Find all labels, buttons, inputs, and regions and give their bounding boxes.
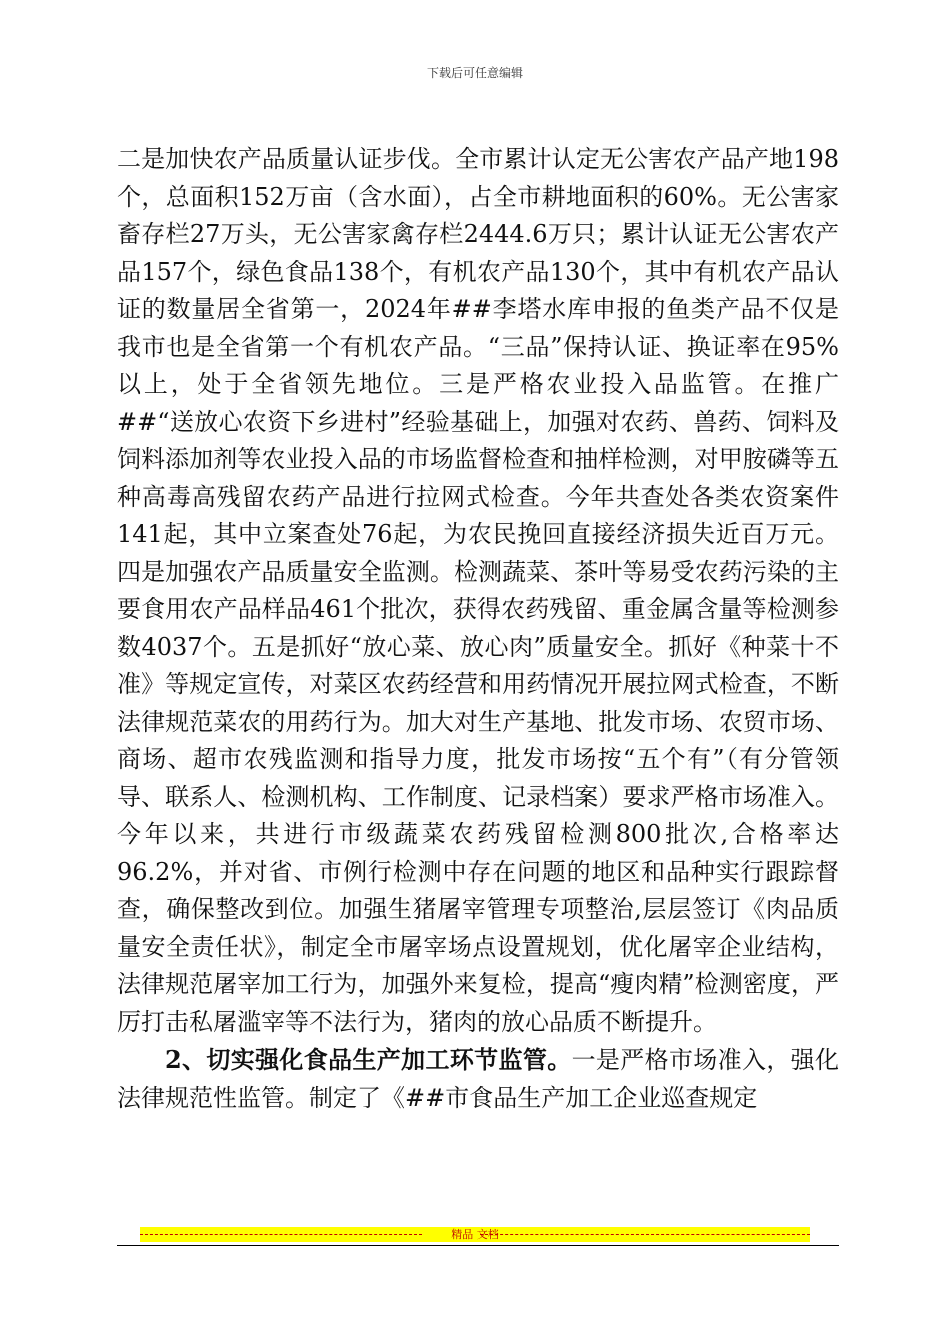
paragraph-2-text: 一是严格市场准入，强化法律规范性监管。制定了《##市食品生产加工企业巡查规定 bbox=[117, 1046, 840, 1112]
paragraph-2 bbox=[117, 1041, 839, 1117]
footer-banner bbox=[140, 1227, 810, 1242]
footer-dash-right bbox=[480, 1234, 810, 1235]
paragraph-1: 二是加快农产品质量认证步伐。全市累计认定无公害农产品产地198个，总面积152万亩（含水面），占全市耕地面积的60%。无公害家畜存栏27万头，无公害家禽存栏2444.6万只；累计认证无公害农产品157个，绿色食品138个，有机农产品130个，其中有机农产品认证的数量居全省第一，2024年##李塔水库申报的鱼类产品不仅是我市也是全省第一个有机农产品。“三品”保持认证、换证率在95%以上，处于全省领先地位。三是严格农业投入品监管。在推广##“送放心农资下乡进村”经验基础上，加强对农药、兽药、饲料及饲料添加剂等农业投入品的市场监督检查和抽样检测，对甲胺磷等五种高毒高残留农药产品进行拉网式检查。今年共查处各类农资案件141起，其中立案查处76起，为农民挽回直接经济损失近百万元。四是加强农产品质量安全监测。检测蔬菜、茶叶等易受农药污染的主要食用农产品样品461个批次，获得农药残留、重金属含量等检测参数4037个。五是抓好“放心菜、放心肉”质量安全。抓好《种菜十不准》等规定宣传，对菜区农药经营和用药情况开展拉网式检查，不断法律规范菜农的用药行为。加大对生产基地、批发市场、农贸市场、商场、超市农残监测和指导力度，批发市场按“五个有”（有分管领导、联系人、检测机构、工作制度、记录档案）要求严格市场准入。今年以来，共进行市级蔬菜农药残留检测800批次,合格率达96.2%，并对省、市例行检测中存在问题的地区和品种实行跟踪督查，确保整改到位。加强生猪屠宰管理专项整治,层层签订《肉品质量安全责任状》，制定全市屠宰场点设置规划，优化屠宰企业结构，法律规范屠宰加工行为，加强外来复检，提高“瘦肉精”检测密度，严厉打击私屠滥宰等不法行为，猪肉的放心品质不断提升。 bbox=[117, 145, 839, 1036]
footer-dash-left bbox=[140, 1234, 422, 1235]
footer-rule bbox=[117, 1245, 839, 1246]
document-body bbox=[117, 141, 839, 1117]
page-header: 下载后可任意编辑 bbox=[426, 66, 523, 80]
footer-label: 精品 文档 bbox=[451, 1228, 499, 1241]
section-heading: 2、切实强化食品生产加工环节监管。 bbox=[165, 1045, 572, 1074]
